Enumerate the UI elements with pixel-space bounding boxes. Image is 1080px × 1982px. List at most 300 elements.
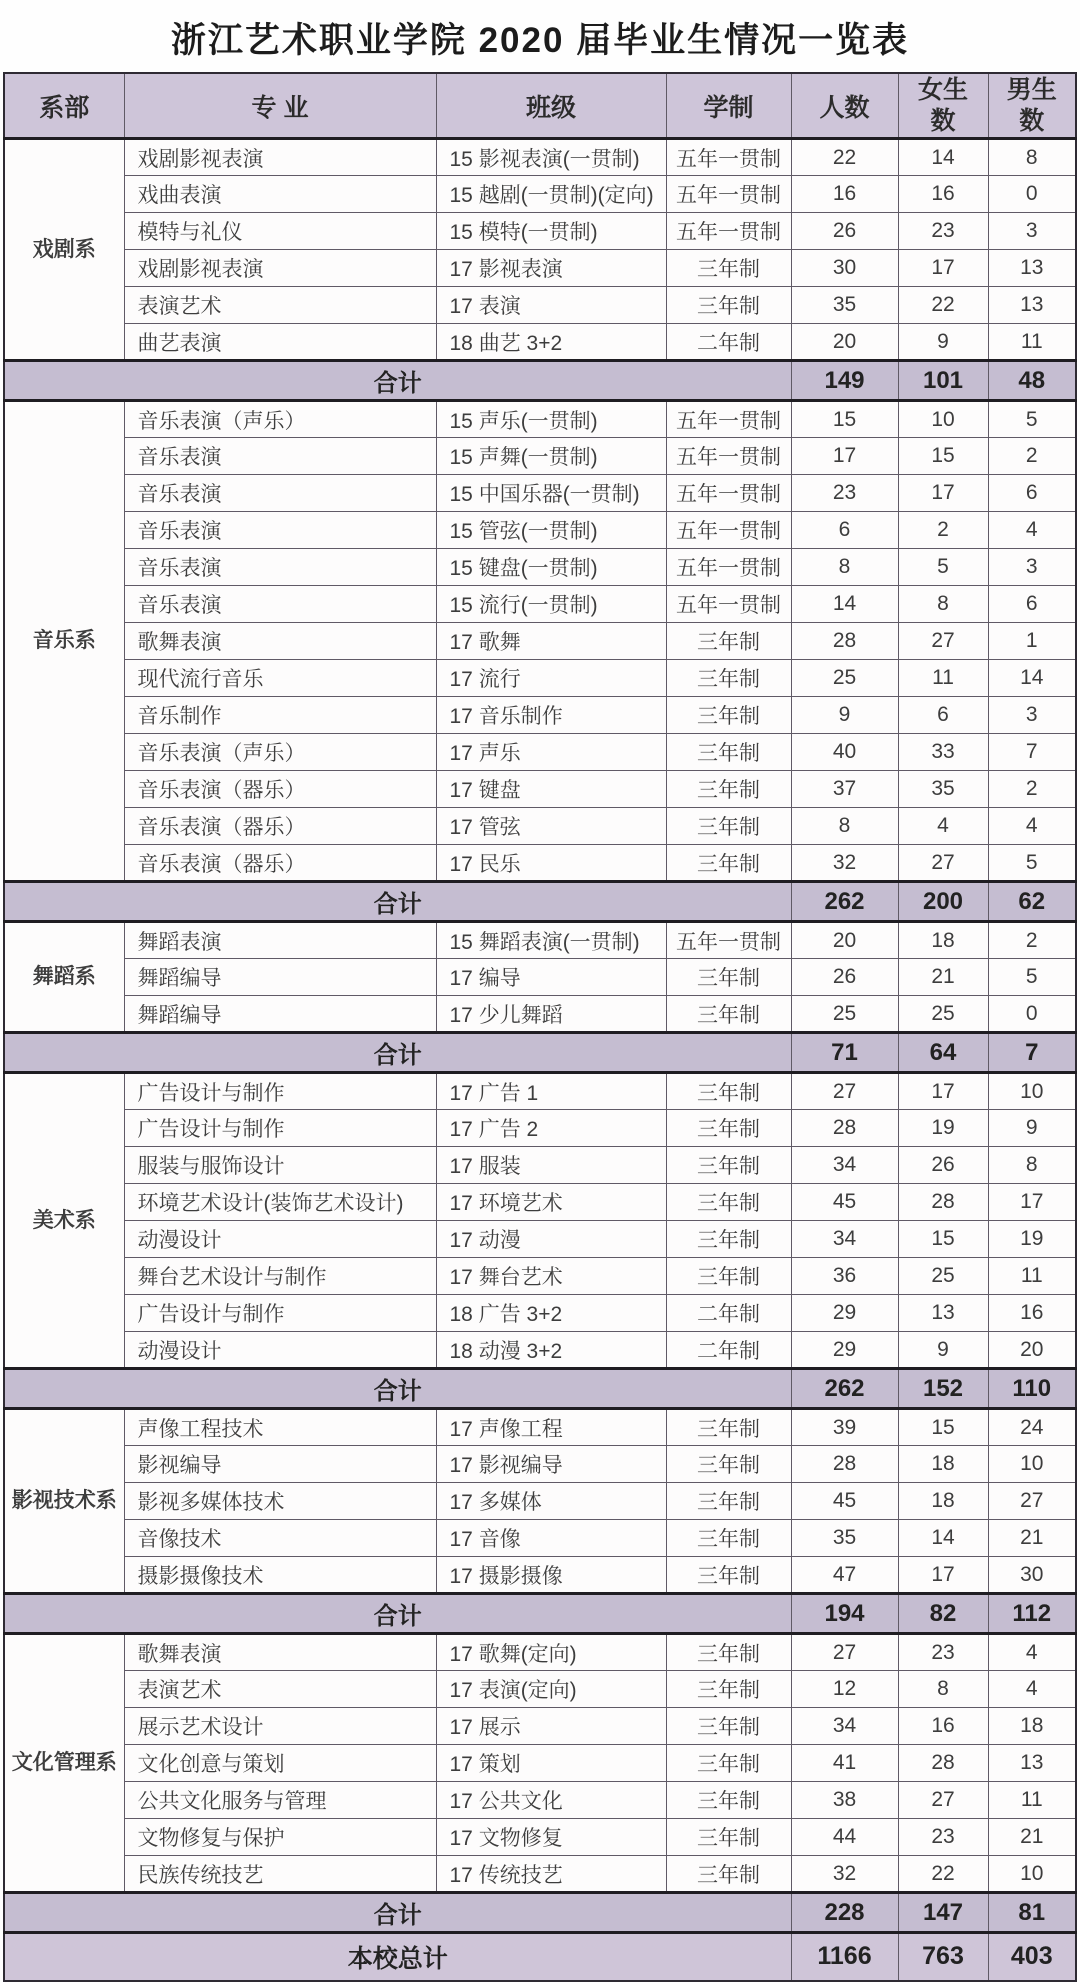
subtotal-row bbox=[4, 361, 1076, 401]
subtotal-total: 194 bbox=[791, 1594, 898, 1634]
cell-female: 17 bbox=[898, 1073, 988, 1110]
subtotal-female: 64 bbox=[898, 1033, 988, 1073]
subtotal-male: 7 bbox=[988, 1033, 1076, 1073]
table-row bbox=[4, 1483, 1076, 1520]
cell-duration: 三年制 bbox=[666, 1483, 791, 1520]
cell-male: 7 bbox=[988, 734, 1076, 771]
cell-duration: 三年制 bbox=[666, 959, 791, 996]
cell-major: 广告设计与制作 bbox=[124, 1110, 436, 1147]
cell-male: 5 bbox=[988, 959, 1076, 996]
cell-major: 公共文化服务与管理 bbox=[124, 1782, 436, 1819]
cell-male: 16 bbox=[988, 1295, 1076, 1332]
cell-duration: 三年制 bbox=[666, 808, 791, 845]
cell-total: 22 bbox=[791, 139, 898, 176]
cell-major: 广告设计与制作 bbox=[124, 1295, 436, 1332]
cell-duration: 五年一贯制 bbox=[666, 475, 791, 512]
subtotal-male: 110 bbox=[988, 1369, 1076, 1409]
cell-total: 35 bbox=[791, 1520, 898, 1557]
cell-male: 30 bbox=[988, 1557, 1076, 1594]
cell-class: 17 摄影摄像 bbox=[436, 1557, 666, 1594]
table-row bbox=[4, 660, 1076, 697]
cell-duration: 五年一贯制 bbox=[666, 512, 791, 549]
cell-class: 15 流行(一贯制) bbox=[436, 586, 666, 623]
cell-male: 6 bbox=[988, 586, 1076, 623]
cell-total: 29 bbox=[791, 1332, 898, 1369]
subtotal-label: 合计 bbox=[4, 1033, 791, 1073]
cell-major: 舞台艺术设计与制作 bbox=[124, 1258, 436, 1295]
cell-major: 曲艺表演 bbox=[124, 324, 436, 361]
table-row bbox=[4, 1557, 1076, 1594]
cell-male: 8 bbox=[988, 1147, 1076, 1184]
cell-female: 9 bbox=[898, 324, 988, 361]
cell-major: 音乐表演（声乐） bbox=[124, 401, 436, 438]
table-row bbox=[4, 959, 1076, 996]
cell-female: 18 bbox=[898, 922, 988, 959]
cell-female: 22 bbox=[898, 1856, 988, 1893]
cell-total: 20 bbox=[791, 324, 898, 361]
cell-major: 音乐表演（器乐） bbox=[124, 771, 436, 808]
cell-class: 17 多媒体 bbox=[436, 1483, 666, 1520]
page-title: 浙江艺术职业学院 2020 届毕业生情况一览表 bbox=[170, 21, 910, 60]
cell-total: 14 bbox=[791, 586, 898, 623]
department-cell: 舞蹈系 bbox=[4, 922, 124, 1033]
cell-major: 歌舞表演 bbox=[124, 623, 436, 660]
cell-female: 33 bbox=[898, 734, 988, 771]
department-cell: 音乐系 bbox=[4, 401, 124, 882]
cell-female: 6 bbox=[898, 697, 988, 734]
column-header-major: 专 业 bbox=[124, 73, 436, 139]
cell-class: 17 传统技艺 bbox=[436, 1856, 666, 1893]
cell-major: 音乐表演（声乐） bbox=[124, 734, 436, 771]
cell-major: 音像技术 bbox=[124, 1520, 436, 1557]
cell-male: 4 bbox=[988, 1634, 1076, 1671]
cell-female: 22 bbox=[898, 287, 988, 324]
cell-duration: 三年制 bbox=[666, 1409, 791, 1446]
cell-total: 27 bbox=[791, 1073, 898, 1110]
subtotal-female: 82 bbox=[898, 1594, 988, 1634]
cell-class: 17 音乐制作 bbox=[436, 697, 666, 734]
subtotal-row bbox=[4, 1594, 1076, 1634]
cell-total: 34 bbox=[791, 1221, 898, 1258]
cell-major: 音乐制作 bbox=[124, 697, 436, 734]
table-row bbox=[4, 176, 1076, 213]
cell-duration: 五年一贯制 bbox=[666, 139, 791, 176]
cell-female: 23 bbox=[898, 1819, 988, 1856]
cell-male: 11 bbox=[988, 324, 1076, 361]
cell-duration: 五年一贯制 bbox=[666, 401, 791, 438]
cell-duration: 三年制 bbox=[666, 1634, 791, 1671]
subtotal-male: 81 bbox=[988, 1893, 1076, 1933]
cell-male: 5 bbox=[988, 845, 1076, 882]
graduates-table bbox=[3, 72, 1077, 1982]
cell-major: 音乐表演（器乐） bbox=[124, 845, 436, 882]
cell-female: 16 bbox=[898, 1708, 988, 1745]
department-cell: 美术系 bbox=[4, 1073, 124, 1369]
cell-class: 17 影视编导 bbox=[436, 1446, 666, 1483]
cell-major: 舞蹈编导 bbox=[124, 996, 436, 1033]
cell-major: 音乐表演 bbox=[124, 512, 436, 549]
cell-class: 17 编导 bbox=[436, 959, 666, 996]
cell-duration: 三年制 bbox=[666, 697, 791, 734]
cell-duration: 三年制 bbox=[666, 1671, 791, 1708]
cell-class: 17 声乐 bbox=[436, 734, 666, 771]
cell-female: 25 bbox=[898, 996, 988, 1033]
cell-male: 21 bbox=[988, 1819, 1076, 1856]
subtotal-female: 200 bbox=[898, 882, 988, 922]
cell-total: 27 bbox=[791, 1634, 898, 1671]
table-row bbox=[4, 1856, 1076, 1893]
cell-class: 17 动漫 bbox=[436, 1221, 666, 1258]
cell-male: 9 bbox=[988, 1110, 1076, 1147]
cell-male: 3 bbox=[988, 213, 1076, 250]
cell-class: 15 声乐(一贯制) bbox=[436, 401, 666, 438]
cell-male: 24 bbox=[988, 1409, 1076, 1446]
cell-male: 18 bbox=[988, 1708, 1076, 1745]
cell-male: 1 bbox=[988, 623, 1076, 660]
subtotal-row bbox=[4, 1893, 1076, 1933]
cell-male: 4 bbox=[988, 1671, 1076, 1708]
cell-class: 17 管弦 bbox=[436, 808, 666, 845]
cell-total: 32 bbox=[791, 1856, 898, 1893]
subtotal-total: 262 bbox=[791, 882, 898, 922]
cell-major: 舞蹈编导 bbox=[124, 959, 436, 996]
cell-male: 10 bbox=[988, 1446, 1076, 1483]
subtotal-male: 48 bbox=[988, 361, 1076, 401]
cell-total: 28 bbox=[791, 623, 898, 660]
cell-male: 6 bbox=[988, 475, 1076, 512]
header-row bbox=[4, 73, 1076, 139]
cell-male: 13 bbox=[988, 1745, 1076, 1782]
cell-major: 歌舞表演 bbox=[124, 1634, 436, 1671]
cell-major: 摄影摄像技术 bbox=[124, 1557, 436, 1594]
cell-duration: 三年制 bbox=[666, 1073, 791, 1110]
table-row bbox=[4, 1634, 1076, 1671]
grand-total-count: 1166 bbox=[791, 1933, 898, 1981]
cell-total: 28 bbox=[791, 1110, 898, 1147]
cell-major: 文化创意与策划 bbox=[124, 1745, 436, 1782]
cell-duration: 二年制 bbox=[666, 324, 791, 361]
cell-female: 9 bbox=[898, 1332, 988, 1369]
cell-major: 服装与服饰设计 bbox=[124, 1147, 436, 1184]
cell-female: 8 bbox=[898, 586, 988, 623]
column-header-class: 班级 bbox=[436, 73, 666, 139]
cell-female: 4 bbox=[898, 808, 988, 845]
cell-duration: 三年制 bbox=[666, 287, 791, 324]
cell-male: 13 bbox=[988, 287, 1076, 324]
subtotal-label: 合计 bbox=[4, 1369, 791, 1409]
table-row bbox=[4, 1073, 1076, 1110]
cell-male: 0 bbox=[988, 996, 1076, 1033]
cell-female: 28 bbox=[898, 1745, 988, 1782]
cell-total: 40 bbox=[791, 734, 898, 771]
cell-female: 26 bbox=[898, 1147, 988, 1184]
subtotal-female: 152 bbox=[898, 1369, 988, 1409]
cell-major: 音乐表演（器乐） bbox=[124, 808, 436, 845]
subtotal-male: 62 bbox=[988, 882, 1076, 922]
cell-duration: 三年制 bbox=[666, 1221, 791, 1258]
cell-male: 20 bbox=[988, 1332, 1076, 1369]
cell-duration: 三年制 bbox=[666, 660, 791, 697]
cell-total: 25 bbox=[791, 996, 898, 1033]
cell-total: 25 bbox=[791, 660, 898, 697]
table-row bbox=[4, 1671, 1076, 1708]
cell-duration: 五年一贯制 bbox=[666, 438, 791, 475]
column-header-department: 系部 bbox=[4, 73, 124, 139]
subtotal-total: 262 bbox=[791, 1369, 898, 1409]
cell-class: 17 少儿舞蹈 bbox=[436, 996, 666, 1033]
cell-total: 28 bbox=[791, 1446, 898, 1483]
cell-class: 17 流行 bbox=[436, 660, 666, 697]
table-row bbox=[4, 623, 1076, 660]
cell-male: 14 bbox=[988, 660, 1076, 697]
cell-class: 17 广告 2 bbox=[436, 1110, 666, 1147]
table-row bbox=[4, 1409, 1076, 1446]
cell-class: 17 表演(定向) bbox=[436, 1671, 666, 1708]
column-header-female bbox=[898, 73, 988, 139]
subtotal-total: 228 bbox=[791, 1893, 898, 1933]
cell-major: 戏曲表演 bbox=[124, 176, 436, 213]
cell-class: 17 影视表演 bbox=[436, 250, 666, 287]
cell-female: 18 bbox=[898, 1446, 988, 1483]
table-row bbox=[4, 1110, 1076, 1147]
cell-major: 音乐表演 bbox=[124, 438, 436, 475]
cell-total: 35 bbox=[791, 287, 898, 324]
cell-major: 表演艺术 bbox=[124, 1671, 436, 1708]
cell-class: 17 民乐 bbox=[436, 845, 666, 882]
department-cell: 戏剧系 bbox=[4, 139, 124, 361]
cell-class: 17 歌舞(定向) bbox=[436, 1634, 666, 1671]
column-header-male bbox=[988, 73, 1076, 139]
cell-male: 27 bbox=[988, 1483, 1076, 1520]
cell-class: 17 公共文化 bbox=[436, 1782, 666, 1819]
cell-class: 15 模特(一贯制) bbox=[436, 213, 666, 250]
cell-male: 3 bbox=[988, 697, 1076, 734]
table-row bbox=[4, 549, 1076, 586]
cell-class: 15 中国乐器(一贯制) bbox=[436, 475, 666, 512]
table-row bbox=[4, 697, 1076, 734]
cell-male: 2 bbox=[988, 922, 1076, 959]
cell-duration: 五年一贯制 bbox=[666, 922, 791, 959]
cell-female: 17 bbox=[898, 1557, 988, 1594]
cell-class: 17 歌舞 bbox=[436, 623, 666, 660]
cell-female: 25 bbox=[898, 1258, 988, 1295]
cell-total: 41 bbox=[791, 1745, 898, 1782]
cell-major: 现代流行音乐 bbox=[124, 660, 436, 697]
cell-class: 17 服装 bbox=[436, 1147, 666, 1184]
cell-major: 广告设计与制作 bbox=[124, 1073, 436, 1110]
cell-duration: 三年制 bbox=[666, 1147, 791, 1184]
cell-class: 18 动漫 3+2 bbox=[436, 1332, 666, 1369]
cell-major: 文物修复与保护 bbox=[124, 1819, 436, 1856]
cell-total: 12 bbox=[791, 1671, 898, 1708]
cell-class: 17 广告 1 bbox=[436, 1073, 666, 1110]
cell-male: 8 bbox=[988, 139, 1076, 176]
cell-total: 30 bbox=[791, 250, 898, 287]
cell-duration: 五年一贯制 bbox=[666, 176, 791, 213]
cell-total: 34 bbox=[791, 1147, 898, 1184]
subtotal-total: 71 bbox=[791, 1033, 898, 1073]
cell-female: 14 bbox=[898, 1520, 988, 1557]
table-row bbox=[4, 438, 1076, 475]
cell-duration: 三年制 bbox=[666, 734, 791, 771]
cell-female: 10 bbox=[898, 401, 988, 438]
subtotal-male: 112 bbox=[988, 1594, 1076, 1634]
cell-male: 11 bbox=[988, 1258, 1076, 1295]
subtotal-female: 101 bbox=[898, 361, 988, 401]
table-row bbox=[4, 1295, 1076, 1332]
cell-total: 23 bbox=[791, 475, 898, 512]
cell-duration: 三年制 bbox=[666, 1110, 791, 1147]
cell-female: 35 bbox=[898, 771, 988, 808]
department-cell: 文化管理系 bbox=[4, 1634, 124, 1893]
cell-major: 声像工程技术 bbox=[124, 1409, 436, 1446]
table-row bbox=[4, 586, 1076, 623]
cell-female: 14 bbox=[898, 139, 988, 176]
cell-female: 15 bbox=[898, 1409, 988, 1446]
table-row bbox=[4, 845, 1076, 882]
cell-major: 音乐表演 bbox=[124, 475, 436, 512]
table-row bbox=[4, 996, 1076, 1033]
cell-total: 34 bbox=[791, 1708, 898, 1745]
cell-class: 15 越剧(一贯制)(定向) bbox=[436, 176, 666, 213]
cell-duration: 三年制 bbox=[666, 1184, 791, 1221]
table-row bbox=[4, 139, 1076, 176]
cell-major: 动漫设计 bbox=[124, 1332, 436, 1369]
cell-duration: 三年制 bbox=[666, 1446, 791, 1483]
cell-female: 15 bbox=[898, 438, 988, 475]
cell-total: 45 bbox=[791, 1184, 898, 1221]
table-row bbox=[4, 1745, 1076, 1782]
cell-duration: 二年制 bbox=[666, 1295, 791, 1332]
table-row bbox=[4, 771, 1076, 808]
cell-class: 17 环境艺术 bbox=[436, 1184, 666, 1221]
cell-male: 21 bbox=[988, 1520, 1076, 1557]
table-header bbox=[4, 73, 1076, 139]
cell-male: 11 bbox=[988, 1782, 1076, 1819]
table-row bbox=[4, 734, 1076, 771]
cell-major: 音乐表演 bbox=[124, 586, 436, 623]
cell-major: 影视多媒体技术 bbox=[124, 1483, 436, 1520]
cell-female: 27 bbox=[898, 623, 988, 660]
subtotal-row bbox=[4, 1369, 1076, 1409]
cell-major: 戏剧影视表演 bbox=[124, 139, 436, 176]
cell-female: 15 bbox=[898, 1221, 988, 1258]
cell-female: 27 bbox=[898, 1782, 988, 1819]
cell-total: 38 bbox=[791, 1782, 898, 1819]
cell-male: 4 bbox=[988, 808, 1076, 845]
cell-total: 26 bbox=[791, 959, 898, 996]
cell-duration: 三年制 bbox=[666, 1856, 791, 1893]
cell-duration: 三年制 bbox=[666, 996, 791, 1033]
cell-male: 10 bbox=[988, 1073, 1076, 1110]
table-row bbox=[4, 213, 1076, 250]
subtotal-label: 合计 bbox=[4, 1594, 791, 1634]
subtotal-row bbox=[4, 1033, 1076, 1073]
cell-class: 15 声舞(一贯制) bbox=[436, 438, 666, 475]
table-row bbox=[4, 1819, 1076, 1856]
cell-duration: 三年制 bbox=[666, 1782, 791, 1819]
subtotal-row bbox=[4, 882, 1076, 922]
subtotal-label: 合计 bbox=[4, 882, 791, 922]
cell-total: 36 bbox=[791, 1258, 898, 1295]
cell-duration: 三年制 bbox=[666, 1708, 791, 1745]
table-row bbox=[4, 324, 1076, 361]
cell-class: 17 声像工程 bbox=[436, 1409, 666, 1446]
cell-duration: 三年制 bbox=[666, 1745, 791, 1782]
cell-male: 19 bbox=[988, 1221, 1076, 1258]
cell-major: 音乐表演 bbox=[124, 549, 436, 586]
cell-total: 8 bbox=[791, 808, 898, 845]
cell-female: 16 bbox=[898, 176, 988, 213]
cell-duration: 三年制 bbox=[666, 623, 791, 660]
cell-female: 18 bbox=[898, 1483, 988, 1520]
table-row bbox=[4, 1782, 1076, 1819]
column-header-total: 人数 bbox=[791, 73, 898, 139]
table-body bbox=[4, 139, 1076, 1933]
cell-class: 17 舞台艺术 bbox=[436, 1258, 666, 1295]
table-row bbox=[4, 1520, 1076, 1557]
cell-major: 环境艺术设计(装饰艺术设计) bbox=[124, 1184, 436, 1221]
column-header-male-label: 男生数 bbox=[1006, 76, 1057, 135]
grand-total-label: 本校总计 bbox=[4, 1933, 791, 1981]
cell-male: 4 bbox=[988, 512, 1076, 549]
cell-female: 13 bbox=[898, 1295, 988, 1332]
cell-female: 8 bbox=[898, 1671, 988, 1708]
cell-male: 2 bbox=[988, 438, 1076, 475]
grand-total-body bbox=[4, 1933, 1076, 1981]
table-row bbox=[4, 1221, 1076, 1258]
cell-major: 民族传统技艺 bbox=[124, 1856, 436, 1893]
cell-male: 0 bbox=[988, 176, 1076, 213]
cell-duration: 五年一贯制 bbox=[666, 586, 791, 623]
cell-female: 2 bbox=[898, 512, 988, 549]
cell-major: 舞蹈表演 bbox=[124, 922, 436, 959]
cell-class: 17 展示 bbox=[436, 1708, 666, 1745]
cell-major: 戏剧影视表演 bbox=[124, 250, 436, 287]
cell-total: 44 bbox=[791, 1819, 898, 1856]
cell-duration: 三年制 bbox=[666, 1258, 791, 1295]
table-row bbox=[4, 1446, 1076, 1483]
cell-class: 18 曲艺 3+2 bbox=[436, 324, 666, 361]
cell-total: 8 bbox=[791, 549, 898, 586]
cell-class: 17 音像 bbox=[436, 1520, 666, 1557]
cell-female: 17 bbox=[898, 475, 988, 512]
cell-duration: 三年制 bbox=[666, 1557, 791, 1594]
cell-female: 5 bbox=[898, 549, 988, 586]
table-row bbox=[4, 922, 1076, 959]
cell-class: 15 影视表演(一贯制) bbox=[436, 139, 666, 176]
cell-total: 26 bbox=[791, 213, 898, 250]
table-row bbox=[4, 1332, 1076, 1369]
column-header-duration: 学制 bbox=[666, 73, 791, 139]
cell-duration: 三年制 bbox=[666, 845, 791, 882]
cell-total: 29 bbox=[791, 1295, 898, 1332]
cell-class: 17 表演 bbox=[436, 287, 666, 324]
cell-duration: 二年制 bbox=[666, 1332, 791, 1369]
cell-total: 15 bbox=[791, 401, 898, 438]
cell-class: 15 管弦(一贯制) bbox=[436, 512, 666, 549]
cell-female: 28 bbox=[898, 1184, 988, 1221]
cell-female: 11 bbox=[898, 660, 988, 697]
cell-total: 37 bbox=[791, 771, 898, 808]
cell-female: 27 bbox=[898, 845, 988, 882]
cell-male: 17 bbox=[988, 1184, 1076, 1221]
department-cell: 影视技术系 bbox=[4, 1409, 124, 1594]
cell-major: 影视编导 bbox=[124, 1446, 436, 1483]
cell-class: 18 广告 3+2 bbox=[436, 1295, 666, 1332]
cell-total: 20 bbox=[791, 922, 898, 959]
table-row bbox=[4, 401, 1076, 438]
